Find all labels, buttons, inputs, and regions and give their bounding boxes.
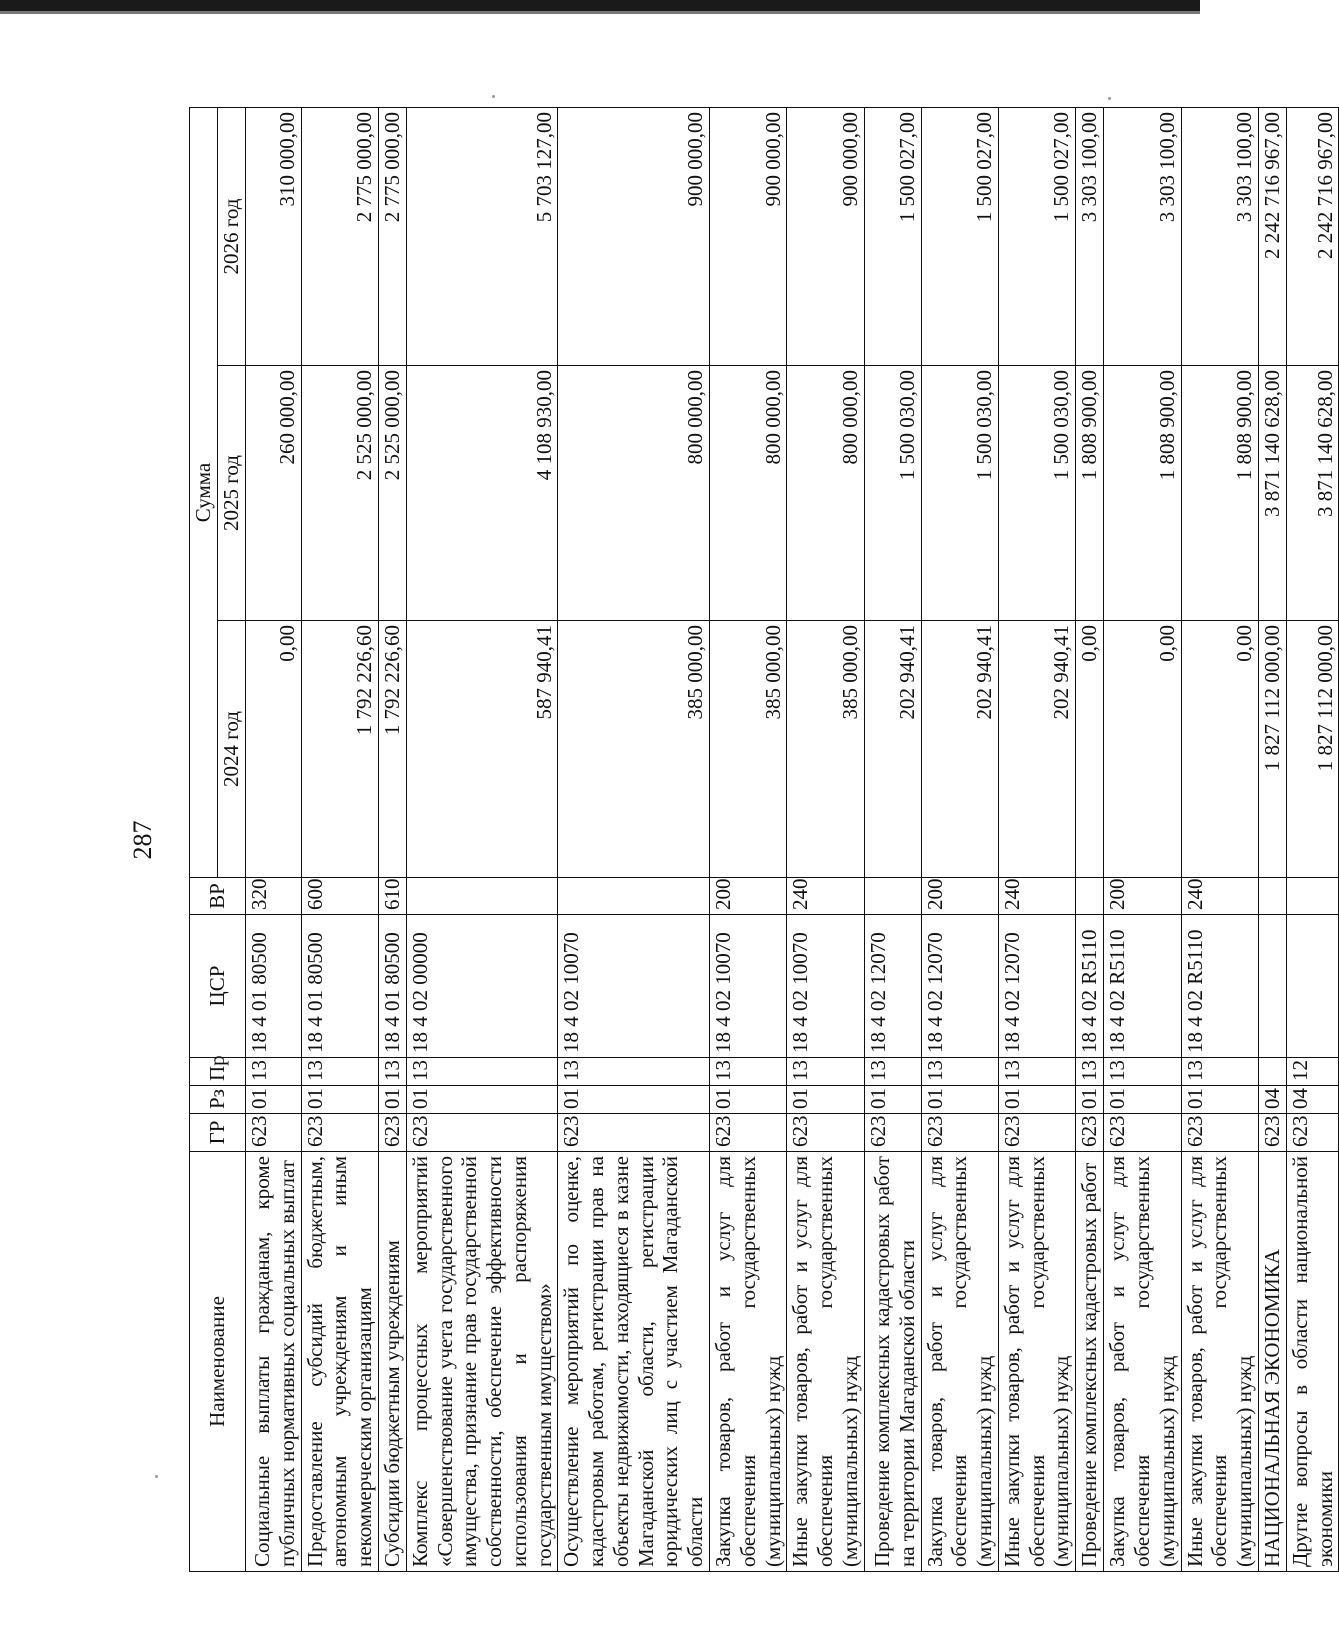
table-row: [245, 107, 301, 1571]
row-2026-cell: 310 000,00: [245, 107, 301, 365]
row-name-cell: Субсидии бюджетным учреждениям: [378, 1152, 406, 1572]
row-name-cell: Предоставление субсидий бюджетным, автономным учреждениям и иным некоммерческим организациям: [301, 1152, 378, 1572]
row-2024-cell: 202 940,41: [998, 621, 1075, 878]
row-2025-cell: 2 525 000,00: [378, 366, 406, 621]
row-2024-cell: 1 792 226,60: [378, 621, 406, 878]
row-csr-cell: 18 4 02 R5110: [1181, 915, 1258, 1058]
row-gr-cell: 623: [1104, 1114, 1181, 1152]
header-row-1: [190, 107, 218, 1571]
row-csr-cell: 18 4 02 10070: [787, 915, 864, 1058]
row-gr-cell: 623: [245, 1114, 301, 1152]
row-2026-cell: 2 242 716 967,00: [1258, 107, 1286, 365]
table-row: [1258, 107, 1286, 1571]
row-2026-cell: 1 500 027,00: [998, 107, 1075, 365]
row-2024-cell: 0,00: [1076, 621, 1104, 878]
header-gr: ГР: [190, 1114, 246, 1152]
scan-speck: [155, 1475, 158, 1478]
scan-speck: [1108, 97, 1111, 100]
header-2025: 2025 год: [217, 366, 245, 621]
row-pr-cell: 12: [1286, 1058, 1339, 1086]
row-2025-cell: 1 808 900,00: [1076, 366, 1104, 621]
table-row: [1076, 107, 1104, 1571]
row-gr-cell: 623: [710, 1114, 787, 1152]
row-2025-cell: 1 808 900,00: [1181, 366, 1258, 621]
row-2025-cell: 1 500 030,00: [921, 366, 998, 621]
header-2026: 2026 год: [217, 107, 245, 365]
row-csr-cell: 18 4 01 80500: [301, 915, 378, 1058]
row-vr-cell: 200: [1104, 878, 1181, 915]
row-2026-cell: 2 775 000,00: [378, 107, 406, 365]
row-name-cell: Закупка товаров, работ и услуг для обеспечения государственных (муниципальных) нужд: [921, 1152, 998, 1572]
row-2024-cell: 385 000,00: [787, 621, 864, 878]
row-gr-cell: 623: [1258, 1114, 1286, 1152]
row-vr-cell: [558, 878, 710, 915]
row-rz-cell: 01: [1181, 1086, 1258, 1114]
row-vr-cell: [1258, 878, 1286, 915]
row-name-cell: Иные закупки товаров, работ и услуг для обеспечения государственных (муниципальных) нужд: [1181, 1152, 1258, 1572]
row-2026-cell: 2 775 000,00: [301, 107, 378, 365]
page-number: 287: [128, 820, 157, 860]
row-rz-cell: 01: [921, 1086, 998, 1114]
row-csr-cell: 18 4 01 80500: [245, 915, 301, 1058]
row-2025-cell: 800 000,00: [787, 366, 864, 621]
row-name-cell: Осуществление мероприятий по оценке, кадастровым работам, регистрации прав на объекты недвижимости, находящиеся в казне Магаданской области, регистрации юридических лиц с участием Магаданской области: [558, 1152, 710, 1572]
header-rz: Рз: [190, 1086, 246, 1114]
row-rz-cell: 01: [864, 1086, 921, 1114]
row-rz-cell: 04: [1286, 1086, 1339, 1114]
row-2026-cell: 5 703 127,00: [406, 107, 558, 365]
header-2024: 2024 год: [217, 621, 245, 878]
row-name-cell: Проведение комплексных кадастровых работ: [1076, 1152, 1104, 1572]
row-2026-cell: 1 500 027,00: [864, 107, 921, 365]
row-2026-cell: 3 303 100,00: [1181, 107, 1258, 365]
row-vr-cell: [864, 878, 921, 915]
table-row: [998, 107, 1075, 1571]
row-rz-cell: 01: [245, 1086, 301, 1114]
scan-edge: [0, 0, 1200, 11]
table-row: [1181, 107, 1258, 1571]
row-csr-cell: 18 4 02 12070: [998, 915, 1075, 1058]
row-vr-cell: 240: [998, 878, 1075, 915]
row-vr-cell: 610: [378, 878, 406, 915]
row-pr-cell: 13: [1076, 1058, 1104, 1086]
row-csr-cell: 18 4 02 R5110: [1076, 915, 1104, 1058]
row-name-cell: Социальные выплаты гражданам, кроме публичных нормативных социальных выплат: [245, 1152, 301, 1572]
row-2024-cell: 385 000,00: [710, 621, 787, 878]
row-gr-cell: 623: [558, 1114, 710, 1152]
rotated-table-container: [189, 108, 1337, 1572]
row-csr-cell: 18 4 01 80500: [378, 915, 406, 1058]
row-2025-cell: 3 871 140 628,00: [1286, 366, 1339, 621]
row-rz-cell: 01: [998, 1086, 1075, 1114]
row-2024-cell: 202 940,41: [864, 621, 921, 878]
row-gr-cell: 623: [921, 1114, 998, 1152]
header-vr: ВР: [190, 878, 246, 915]
row-csr-cell: 18 4 02 R5110: [1104, 915, 1181, 1058]
row-2026-cell: 1 500 027,00: [921, 107, 998, 365]
row-2024-cell: 1 827 112 000,00: [1286, 621, 1339, 878]
row-pr-cell: [1258, 1058, 1286, 1086]
row-name-cell: Другие вопросы в области национальной экономики: [1286, 1152, 1339, 1572]
row-rz-cell: 01: [710, 1086, 787, 1114]
row-vr-cell: [1286, 878, 1339, 915]
row-2024-cell: 1 827 112 000,00: [1258, 621, 1286, 878]
row-name-cell: Комплекс процессных мероприятий «Совершенствование учета государственного имущества, признание прав государственной собственности, обеспечение эффективности использования и распоряжения государственным имуществом»: [406, 1152, 558, 1572]
header-sum: Сумма: [190, 107, 218, 877]
row-csr-cell: 18 4 02 12070: [864, 915, 921, 1058]
row-2024-cell: 1 792 226,60: [301, 621, 378, 878]
row-2025-cell: 260 000,00: [245, 366, 301, 621]
row-csr-cell: 18 4 02 12070: [921, 915, 998, 1058]
row-vr-cell: [406, 878, 558, 915]
row-vr-cell: 600: [301, 878, 378, 915]
row-name-cell: Иные закупки товаров, работ и услуг для обеспечения государственных (муниципальных) нужд: [787, 1152, 864, 1572]
row-rz-cell: 01: [787, 1086, 864, 1114]
row-pr-cell: 13: [710, 1058, 787, 1086]
row-csr-cell: 18 4 02 10070: [710, 915, 787, 1058]
row-name-cell: Закупка товаров, работ и услуг для обеспечения государственных (муниципальных) нужд: [710, 1152, 787, 1572]
row-2024-cell: 0,00: [1104, 621, 1181, 878]
row-gr-cell: 623: [998, 1114, 1075, 1152]
row-name-cell: Иные закупки товаров, работ и услуг для обеспечения государственных (муниципальных) нужд: [998, 1152, 1075, 1572]
row-vr-cell: [1076, 878, 1104, 915]
row-csr-cell: 18 4 02 10070: [558, 915, 710, 1058]
row-vr-cell: 200: [921, 878, 998, 915]
row-2025-cell: 1 500 030,00: [998, 366, 1075, 621]
table-row: [1104, 107, 1181, 1571]
row-2026-cell: 900 000,00: [558, 107, 710, 365]
row-rz-cell: 01: [558, 1086, 710, 1114]
row-2024-cell: 0,00: [1181, 621, 1258, 878]
row-pr-cell: 13: [245, 1058, 301, 1086]
row-gr-cell: 623: [787, 1114, 864, 1152]
row-rz-cell: 01: [1076, 1086, 1104, 1114]
table-row: [1286, 107, 1339, 1571]
row-pr-cell: 13: [301, 1058, 378, 1086]
row-gr-cell: 623: [301, 1114, 378, 1152]
table-row: [921, 107, 998, 1571]
row-pr-cell: 13: [558, 1058, 710, 1086]
row-name-cell: НАЦИОНАЛЬНАЯ ЭКОНОМИКА: [1258, 1152, 1286, 1572]
header-pr: Пр: [190, 1058, 246, 1086]
row-vr-cell: 240: [787, 878, 864, 915]
row-gr-cell: 623: [1181, 1114, 1258, 1152]
row-2024-cell: 0,00: [245, 621, 301, 878]
row-gr-cell: 623: [1286, 1114, 1339, 1152]
budget-table: [189, 107, 1339, 1572]
row-pr-cell: 13: [1181, 1058, 1258, 1086]
row-2024-cell: 202 940,41: [921, 621, 998, 878]
row-vr-cell: 240: [1181, 878, 1258, 915]
row-2024-cell: 587 940,41: [406, 621, 558, 878]
row-2025-cell: 3 871 140 628,00: [1258, 366, 1286, 621]
table-row: [406, 107, 558, 1571]
row-pr-cell: 13: [998, 1058, 1075, 1086]
table-row: [301, 107, 378, 1571]
row-name-cell: Проведение комплексных кадастровых работ на территории Магаданской области: [864, 1152, 921, 1572]
row-rz-cell: 01: [406, 1086, 558, 1114]
row-2025-cell: 800 000,00: [710, 366, 787, 621]
row-2026-cell: 900 000,00: [787, 107, 864, 365]
table-row: [710, 107, 787, 1571]
row-2026-cell: 3 303 100,00: [1076, 107, 1104, 365]
header-csr: ЦСР: [190, 915, 246, 1058]
row-pr-cell: 13: [787, 1058, 864, 1086]
row-gr-cell: 623: [864, 1114, 921, 1152]
row-2025-cell: 1 500 030,00: [864, 366, 921, 621]
row-2024-cell: 385 000,00: [558, 621, 710, 878]
table-row: [787, 107, 864, 1571]
row-rz-cell: 01: [378, 1086, 406, 1114]
row-csr-cell: [1258, 915, 1286, 1058]
row-pr-cell: 13: [406, 1058, 558, 1086]
row-2026-cell: 3 303 100,00: [1104, 107, 1181, 365]
row-gr-cell: 623: [1076, 1114, 1104, 1152]
row-2025-cell: 1 808 900,00: [1104, 366, 1181, 621]
table-row: [558, 107, 710, 1571]
row-pr-cell: 13: [1104, 1058, 1181, 1086]
row-pr-cell: 13: [378, 1058, 406, 1086]
row-name-cell: Закупка товаров, работ и услуг для обеспечения государственных (муниципальных) нужд: [1104, 1152, 1181, 1572]
table-body: [245, 107, 1339, 1571]
scan-edge-shadow: [0, 11, 1200, 14]
table-row: [864, 107, 921, 1571]
row-pr-cell: 13: [864, 1058, 921, 1086]
row-rz-cell: 04: [1258, 1086, 1286, 1114]
table-row: [378, 107, 406, 1571]
row-csr-cell: 18 4 02 00000: [406, 915, 558, 1058]
scan-speck: [492, 95, 495, 98]
row-gr-cell: 623: [406, 1114, 558, 1152]
row-2025-cell: 2 525 000,00: [301, 366, 378, 621]
header-name: Наименование: [190, 1152, 246, 1572]
row-gr-cell: 623: [378, 1114, 406, 1152]
row-2026-cell: 900 000,00: [710, 107, 787, 365]
row-vr-cell: 320: [245, 878, 301, 915]
row-vr-cell: 200: [710, 878, 787, 915]
row-pr-cell: 13: [921, 1058, 998, 1086]
row-2025-cell: 4 108 930,00: [406, 366, 558, 621]
row-csr-cell: [1286, 915, 1339, 1058]
row-2025-cell: 800 000,00: [558, 366, 710, 621]
row-rz-cell: 01: [301, 1086, 378, 1114]
row-2026-cell: 2 242 716 967,00: [1286, 107, 1339, 365]
row-rz-cell: 01: [1104, 1086, 1181, 1114]
